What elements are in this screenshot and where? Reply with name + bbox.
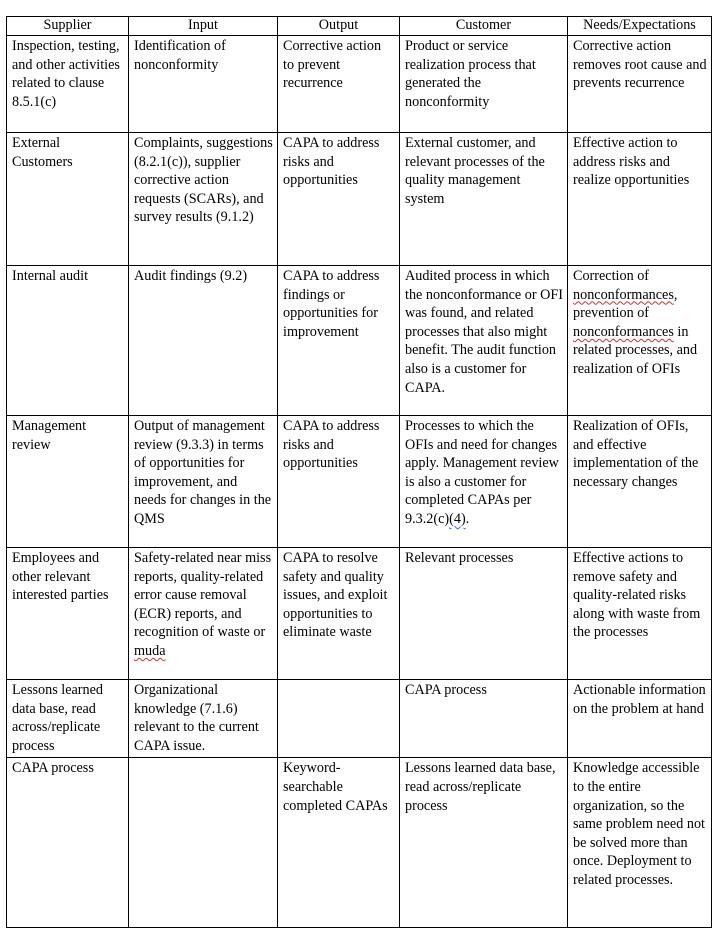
table-row — [7, 548, 712, 680]
grammar-check-mark: (4) — [449, 510, 466, 527]
spellcheck-word: muda — [134, 642, 166, 659]
table-row — [7, 758, 712, 928]
header-needs: Needs/Expectations — [568, 17, 712, 36]
table-row — [7, 266, 712, 416]
input-text: Safety-related near miss reports, quality-related error cause removal (ECR) reports, and recognition of waste or — [134, 550, 272, 641]
supplier-cell: External Customers — [7, 133, 129, 266]
input-cell — [129, 548, 278, 680]
customer-cell: Product or service realization process that generated the nonconformity — [400, 36, 568, 133]
output-cell: CAPA to resolve safety and quality issues, and exploit opportunities to eliminate waste — [278, 548, 400, 680]
sipoc-table — [6, 16, 712, 928]
input-cell — [129, 758, 278, 928]
supplier-cell: Internal audit — [7, 266, 129, 416]
needs-text: Correction of — [573, 268, 650, 284]
supplier-cell: Management review — [7, 416, 129, 548]
header-supplier: Supplier — [7, 17, 129, 36]
customer-text: . — [465, 510, 470, 527]
table-row — [7, 680, 712, 758]
spellcheck-word: nonconformances — [573, 323, 674, 340]
input-cell: Complaints, suggestions (8.2.1(c)), supplier corrective action requests (SCARs), and survey results (9.1.2) — [129, 133, 278, 266]
output-cell: CAPA to address risks and opportunities — [278, 133, 400, 266]
customer-cell: CAPA process — [400, 680, 568, 758]
output-cell: CAPA to address risks and opportunities — [278, 416, 400, 548]
supplier-cell: Employees and other relevant interested parties — [7, 548, 129, 680]
supplier-cell: CAPA process — [7, 758, 129, 928]
needs-cell: Corrective action removes root cause and prevents recurrence — [568, 36, 712, 133]
header-input: Input — [129, 17, 278, 36]
table-row — [7, 36, 712, 133]
needs-cell: Effective action to address risks and realize opportunities — [568, 133, 712, 266]
needs-text: , prevention of — [573, 286, 678, 322]
input-cell: Identification of nonconformity — [129, 36, 278, 133]
table-row — [7, 133, 712, 266]
spellcheck-word: nonconformances — [573, 286, 674, 303]
header-output: Output — [278, 17, 400, 36]
input-cell: Audit findings (9.2) — [129, 266, 278, 416]
customer-cell: External customer, and relevant processes of the quality management system — [400, 133, 568, 266]
output-cell: CAPA to address findings or opportunities for improvement — [278, 266, 400, 416]
customer-cell: Relevant processes — [400, 548, 568, 680]
output-cell — [278, 680, 400, 758]
header-row — [7, 17, 712, 36]
customer-cell — [400, 416, 568, 548]
input-cell: Organizational knowledge (7.1.6) relevant to the current CAPA issue. — [129, 680, 278, 758]
output-cell: Keyword-searchable completed CAPAs — [278, 758, 400, 928]
needs-cell: Effective actions to remove safety and quality-related risks along with waste from the processes — [568, 548, 712, 680]
customer-cell: Lessons learned data base, read across/replicate process — [400, 758, 568, 928]
needs-cell: Knowledge accessible to the entire organization, so the same problem need not be solved more than once. Deployment to related processes. — [568, 758, 712, 928]
supplier-cell: Lessons learned data base, read across/replicate process — [7, 680, 129, 758]
header-customer: Customer — [400, 17, 568, 36]
supplier-cell: Inspection, testing, and other activities related to clause 8.5.1(c) — [7, 36, 129, 133]
input-cell: Output of management review (9.3.3) in terms of opportunities for improvement, and needs for changes in the QMS — [129, 416, 278, 548]
needs-cell: Actionable information on the problem at hand — [568, 680, 712, 758]
needs-cell: Realization of OFIs, and effective implementation of the necessary changes — [568, 416, 712, 548]
output-cell: Corrective action to prevent recurrence — [278, 36, 400, 133]
customer-text: Processes to which the OFIs and need for changes apply. Management review is also a customer for completed CAPAs per 9.3.2(c) — [405, 418, 559, 527]
customer-cell: Audited process in which the nonconformance or OFI was found, and related processes that also might benefit. The audit function also is a customer for CAPA. — [400, 266, 568, 416]
needs-cell — [568, 266, 712, 416]
table-row — [7, 416, 712, 548]
needs-text: in related processes, and realization of OFIs — [573, 323, 698, 377]
